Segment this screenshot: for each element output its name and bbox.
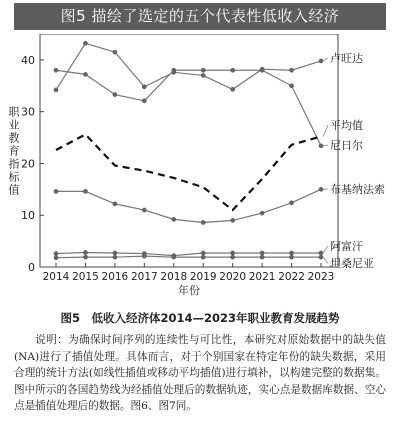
x-tick-label: 2014 — [42, 271, 70, 283]
y-tick-label: 20 — [21, 157, 35, 171]
series-leader-line — [323, 145, 328, 146]
y-tick-label: 10 — [21, 209, 35, 223]
series-leader-line — [323, 257, 328, 263]
y-axis-label-char: 标 — [8, 170, 20, 184]
data-point — [54, 251, 58, 255]
data-point — [231, 68, 235, 72]
series-label: 阿富汗 — [330, 240, 363, 253]
data-point — [260, 211, 264, 215]
data-point — [319, 251, 323, 255]
data-point — [289, 84, 293, 88]
series-label: 尼日尔 — [330, 139, 363, 152]
y-tick-label: 40 — [21, 53, 35, 67]
data-point — [260, 68, 264, 72]
data-point — [260, 255, 264, 259]
data-point — [142, 208, 146, 212]
data-point — [289, 251, 293, 255]
data-point — [201, 251, 205, 255]
data-point — [231, 87, 235, 91]
data-point — [231, 218, 235, 222]
series-label: 坦桑尼亚 — [330, 257, 374, 270]
data-point — [83, 250, 87, 254]
x-axis-label: 年份 — [178, 284, 200, 297]
x-tick-label: 2021 — [248, 271, 276, 283]
data-point — [289, 201, 293, 205]
data-point — [54, 88, 58, 92]
data-point — [201, 73, 205, 77]
data-point — [319, 59, 323, 63]
data-point — [231, 255, 235, 259]
data-point — [260, 251, 264, 255]
data-point — [172, 217, 176, 221]
chart-title: 图5 描绘了选定的五个代表性低收入经济 — [14, 3, 386, 30]
line-chart — [0, 34, 400, 310]
data-point — [113, 202, 117, 206]
series-label: 布基纳法索 — [330, 183, 385, 196]
series-line — [56, 43, 321, 90]
y-tick-label: 0 — [28, 261, 35, 274]
data-point — [201, 68, 205, 72]
x-tick-label: 2020 — [219, 271, 247, 283]
data-point — [142, 99, 146, 103]
x-tick-label: 2023 — [307, 271, 335, 283]
figure-caption: 图5 低收入经济体2014—2023年职业教育发展趋势 — [60, 311, 340, 325]
data-point — [172, 68, 176, 72]
series-line — [56, 189, 321, 222]
data-point — [54, 256, 58, 260]
data-point — [201, 255, 205, 259]
data-point — [83, 255, 87, 259]
series-label: 卢旺达 — [330, 52, 363, 65]
x-tick-label: 2016 — [101, 271, 129, 283]
series-line — [56, 70, 321, 146]
series-line — [56, 256, 321, 258]
data-point — [142, 85, 146, 89]
y-axis-label-char: 业 — [8, 118, 20, 132]
x-tick-label: 2017 — [130, 271, 158, 283]
y-tick-label: 30 — [21, 105, 35, 119]
x-tick-label: 2018 — [160, 271, 188, 283]
y-axis-label-char: 教 — [8, 131, 20, 145]
series-line — [56, 253, 321, 256]
y-axis-label-char: 职 — [8, 105, 20, 119]
data-point — [142, 254, 146, 258]
series-leader-line — [323, 125, 328, 137]
data-point — [319, 144, 323, 148]
x-tick-label: 2022 — [278, 271, 305, 283]
series-leader-line — [323, 246, 328, 253]
y-axis-label-char: 值 — [8, 183, 20, 197]
data-point — [201, 220, 205, 224]
data-point — [83, 189, 87, 193]
series-leader-line — [323, 58, 328, 61]
data-point — [113, 50, 117, 54]
figure-note: 说明：为确保时间序列的连续性与可比性，本研究对原始数据中的缺失值(NA)进行了插值处理。具体而言，对于个别国家在特定年份的缺失数据，采用合理的统计方法(如线性插值或移动平均插值)进行填补，以构建完整的数据集。图中所示的各国趋势线为经插值处理后的数据轨迹，实心点是数据库数据、空心点是插值处理后的数据。图6、图7同。 — [14, 334, 386, 413]
data-point — [231, 251, 235, 255]
data-point — [319, 187, 323, 191]
data-point — [289, 255, 293, 259]
data-point — [83, 41, 87, 45]
data-point — [113, 255, 117, 259]
series-line — [56, 134, 321, 210]
data-point — [172, 255, 176, 259]
data-point — [289, 68, 293, 72]
data-point — [319, 255, 323, 259]
data-point — [113, 92, 117, 96]
data-point — [54, 68, 58, 72]
x-tick-label: 2015 — [72, 271, 99, 283]
y-axis-label-char: 指 — [8, 157, 20, 171]
data-point — [113, 251, 117, 255]
data-point — [54, 189, 58, 193]
data-point — [83, 72, 87, 76]
x-tick-label: 2019 — [189, 271, 217, 283]
y-axis-label-char: 育 — [8, 144, 20, 158]
series-label: 平均值 — [330, 119, 363, 132]
